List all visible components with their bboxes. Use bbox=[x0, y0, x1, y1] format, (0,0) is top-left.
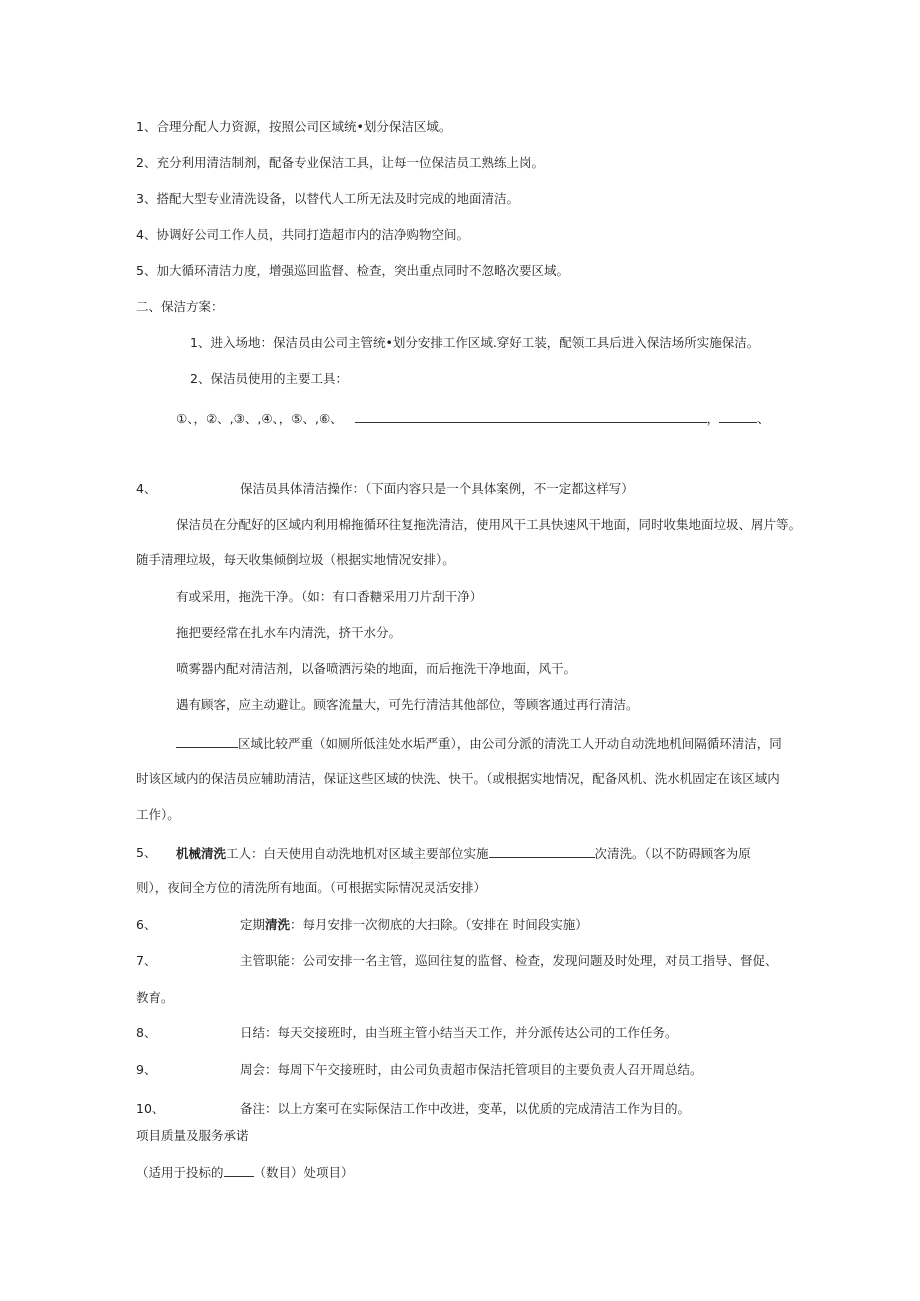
item4-heading: 保洁员具体清洁操作：（下面内容只是一个具体案例，不一定都这样写） bbox=[240, 481, 634, 496]
list-item-3: 3、搭配大型专业清洗设备，以替代人工所无法及时完成的地面清洁。 bbox=[136, 191, 519, 206]
footer-title: 项目质量及服务承诺 bbox=[136, 1128, 249, 1143]
item4-line-a: 有或采用，拖洗干净。（如：有口香糖采用刀片刮干净） bbox=[176, 589, 483, 604]
item8-number: 8、 bbox=[136, 1025, 157, 1040]
footer-note-a: （适用于投标的 bbox=[136, 1165, 224, 1180]
item10-text: 备注：以上方案可在实际保洁工作中改进，变革，以优质的完成清洁工作为目的。 bbox=[240, 1101, 691, 1116]
item6-line bbox=[240, 917, 588, 933]
item4-line-e-text: 区域比较严重（如厕所低洼处水垢严重），由公司分派的清洗工人开动自动洗地机间隔循环清洁，同 bbox=[238, 736, 782, 751]
item4-paragraph-cont: 随手清理垃圾，每天收集倾倒垃圾（根据实地情况安排）。 bbox=[136, 552, 455, 567]
section-heading: 二、保洁方案： bbox=[136, 299, 224, 314]
item6-number: 6、 bbox=[136, 917, 157, 932]
frequency-blank bbox=[489, 845, 595, 858]
item4-paragraph: 保洁员在分配好的区域内利用棉拖循环往复拖洗清洁，使用风干工具快速风干地面，同时收集地面垃圾、屑片等。 bbox=[176, 517, 802, 532]
item7-number: 7、 bbox=[136, 953, 157, 968]
tools-end: 、 bbox=[757, 411, 770, 426]
item6-bold: 清洗 bbox=[265, 917, 291, 932]
item4-line-e bbox=[176, 735, 782, 752]
item4-line-e3: 工作）。 bbox=[136, 807, 180, 822]
item5-number: 5、 bbox=[136, 845, 157, 860]
item9-number: 9、 bbox=[136, 1062, 157, 1077]
tools-list: ①、，②、,③、,④、，⑤、,⑥、 bbox=[176, 411, 343, 426]
item5-text-b: 次清洗。（以不防碍顾客为原 bbox=[594, 846, 751, 861]
item7-cont: 教育。 bbox=[136, 990, 174, 1005]
tools-separator: ， bbox=[706, 411, 720, 426]
plan-step-1: 1、进入场地：保洁员由公司主管统•划分安排工作区域.穿好工装，配领工具后进入保洁场所实施保洁。 bbox=[190, 335, 760, 350]
list-item-4: 4、协调好公司工作人员，共同打造超市内的洁净购物空间。 bbox=[136, 227, 469, 242]
item8-text: 日结：每天交接班时，由当班主管小结当天工作，并分派传达公司的工作任务。 bbox=[240, 1025, 678, 1040]
item4-line-d: 遇有顾客，应主动避让。顾客流量大，可先行清洁其他部位，等顾客通过再行清洁。 bbox=[176, 697, 639, 712]
item5-bold: 机械清洗 bbox=[176, 846, 227, 861]
footer-note-b: （数目）处项目） bbox=[253, 1165, 354, 1180]
plan-step-2: 2、保洁员使用的主要工具： bbox=[190, 371, 348, 386]
item9-text: 周会：每周下午交接班时，由公司负责超市保洁托管项目的主要负责人召开周总结。 bbox=[240, 1062, 703, 1077]
item4-line-b: 拖把要经常在扎水车内清洗，挤干水分。 bbox=[176, 625, 402, 640]
item6-text: ：每月安排一次彻底的大扫除。（安排在 时间段实施） bbox=[290, 917, 588, 932]
item5-line bbox=[176, 845, 751, 862]
item6-pre: 定期 bbox=[240, 917, 266, 932]
item4-line-e2: 时该区域内的保洁员应辅助清洁，保证这些区域的快洗、快干。（或根据实地情况，配备风机、洗水机固定在该区域内 bbox=[136, 771, 780, 786]
list-item-5: 5、加大循环清洁力度，增强巡回监督、检查，突出重点同时不忽略次要区域。 bbox=[136, 263, 569, 278]
tools-blank-1 bbox=[355, 410, 707, 423]
item4-number: 4、 bbox=[136, 481, 157, 496]
count-blank bbox=[224, 1164, 254, 1177]
list-item-1: 1、合理分配人力资源，按照公司区域统•划分保洁区域。 bbox=[136, 119, 452, 134]
tools-line bbox=[176, 410, 770, 427]
tools-blank-2 bbox=[719, 410, 757, 423]
item4-line-c: 喷雾器内配对清洁剂，以备喷洒污染的地面，而后拖洗干净地面，风干。 bbox=[176, 661, 577, 676]
item5-cont: 则），夜间全方位的清洗所有地面。（可根据实际情况灵活安排） bbox=[136, 880, 487, 895]
item5-text-a: 工人：白天使用自动洗地机对区域主要部位实施 bbox=[226, 846, 489, 861]
list-item-2: 2、充分利用清洁制剂，配备专业保洁工具，让每一位保洁员工熟练上岗。 bbox=[136, 155, 544, 170]
footer-note bbox=[136, 1164, 354, 1181]
area-blank bbox=[176, 735, 238, 748]
item10-number: 10、 bbox=[136, 1101, 165, 1116]
item7-text: 主管职能：公司安排一名主管，巡回往复的监督、检查，发现问题及时处理，对员工指导、督促、 bbox=[240, 953, 778, 968]
